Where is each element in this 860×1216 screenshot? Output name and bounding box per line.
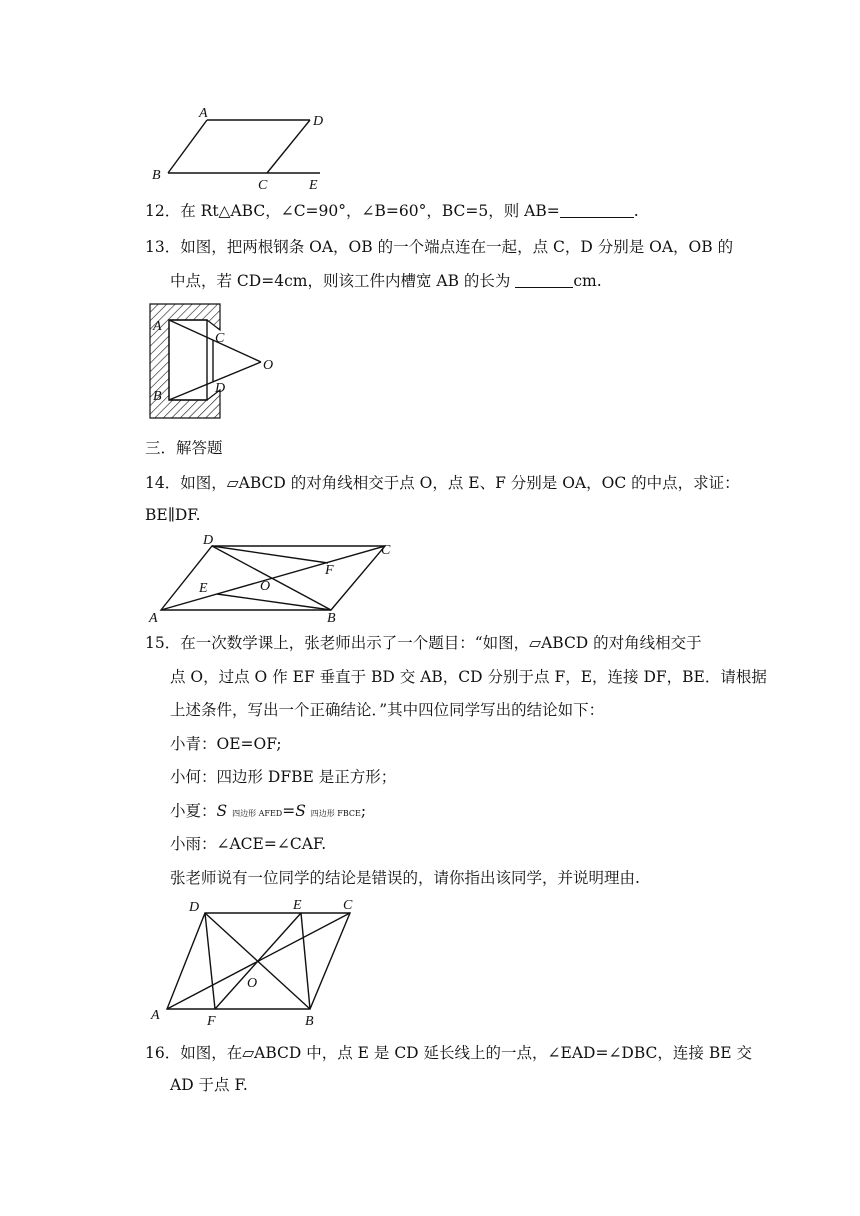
label-b: B — [327, 611, 336, 624]
section-heading: 三．解答题 — [145, 439, 223, 457]
label-a: A — [151, 1008, 160, 1023]
label-a: A — [153, 319, 162, 334]
label-a: A — [199, 106, 208, 121]
answer-blank-12 — [560, 203, 634, 218]
label-d: D — [189, 900, 200, 915]
student-answer-xiaoxia: 小夏：S 四边形 AFED=S 四边形 FBCE; — [170, 802, 367, 820]
label-e: E — [293, 898, 302, 913]
question-12-text: 在 Rt△ABC，∠C=90°，∠B=60°，BC=5，则 AB= — [180, 202, 560, 220]
question-15-line-1: 15．在一次数学课上，张老师出示了一个题目：“如图，▱ABCD 的对角线相交于 — [145, 634, 702, 652]
label-e: E — [199, 581, 208, 596]
question-12: 12．在 Rt△ABC，∠C=90°，∠B=60°，BC=5，则 AB= . — [145, 202, 639, 220]
question-14-line-2: BE∥DF. — [145, 506, 201, 524]
question-15-line-2: 点 O，过点 O 作 EF 垂直于 BD 交 AB，CD 分别于点 F，E，连接 DF，BE．请根据 — [170, 668, 767, 686]
label-d: D — [215, 381, 226, 396]
label-c: C — [381, 543, 391, 558]
label-d: D — [203, 533, 214, 548]
figure-parallelogram-abcd-extended — [145, 105, 345, 195]
figure-parallelogram-diagonals — [145, 530, 405, 624]
label-o: O — [260, 579, 271, 594]
student-answer-xiaoqing: 小青：OE=OF; — [170, 735, 282, 753]
question-16-line-2: AD 于点 F. — [170, 1076, 248, 1094]
label-f: F — [207, 1014, 216, 1029]
question-13-line-1: 13．如图，把两根钢条 OA，OB 的一个端点连在一起，点 C，D 分别是 OA，OB 的 — [145, 238, 734, 256]
label-f: F — [325, 563, 334, 578]
label-c: C — [215, 331, 225, 346]
student-answer-xiaoyu: 小雨：∠ACE=∠CAF. — [170, 835, 327, 853]
question-13-line-2: 中点，若 CD=4cm，则该工件内槽宽 AB 的长为 cm. — [170, 272, 602, 290]
figure-parallelogram-perpendicular — [145, 895, 365, 1031]
area-subscript-2: 四边形 FBCE — [310, 809, 361, 818]
label-d: D — [313, 114, 324, 129]
label-c: C — [258, 178, 268, 193]
student-answer-xiaohe: 小何：四边形 DFBE 是正方形； — [170, 768, 397, 786]
label-o: O — [263, 358, 274, 373]
area-subscript-1: 四边形 AFED — [232, 809, 283, 818]
label-b: B — [305, 1014, 314, 1029]
figure-workpiece-slot — [145, 300, 285, 424]
label-b: B — [152, 168, 161, 183]
question-15-line-8: 张老师说有一位同学的结论是错误的，请你指出该同学，并说明理由. — [170, 869, 640, 887]
answer-blank-13 — [515, 273, 573, 288]
question-14-line-1: 14．如图，▱ABCD 的对角线相交于点 O，点 E、F 分别是 OA，OC 的中点，求证： — [145, 474, 740, 492]
label-a: A — [149, 611, 158, 624]
label-o: O — [247, 976, 258, 991]
label-e: E — [309, 178, 318, 193]
question-15-line-3: 上述条件，写出一个正确结论．”其中四位同学写出的结论如下： — [170, 701, 605, 719]
question-16-line-1: 16．如图，在▱ABCD 中，点 E 是 CD 延长线上的一点，∠EAD=∠DBC，连接 BE 交 — [145, 1044, 752, 1062]
label-b: B — [153, 389, 162, 404]
label-c: C — [343, 898, 353, 913]
